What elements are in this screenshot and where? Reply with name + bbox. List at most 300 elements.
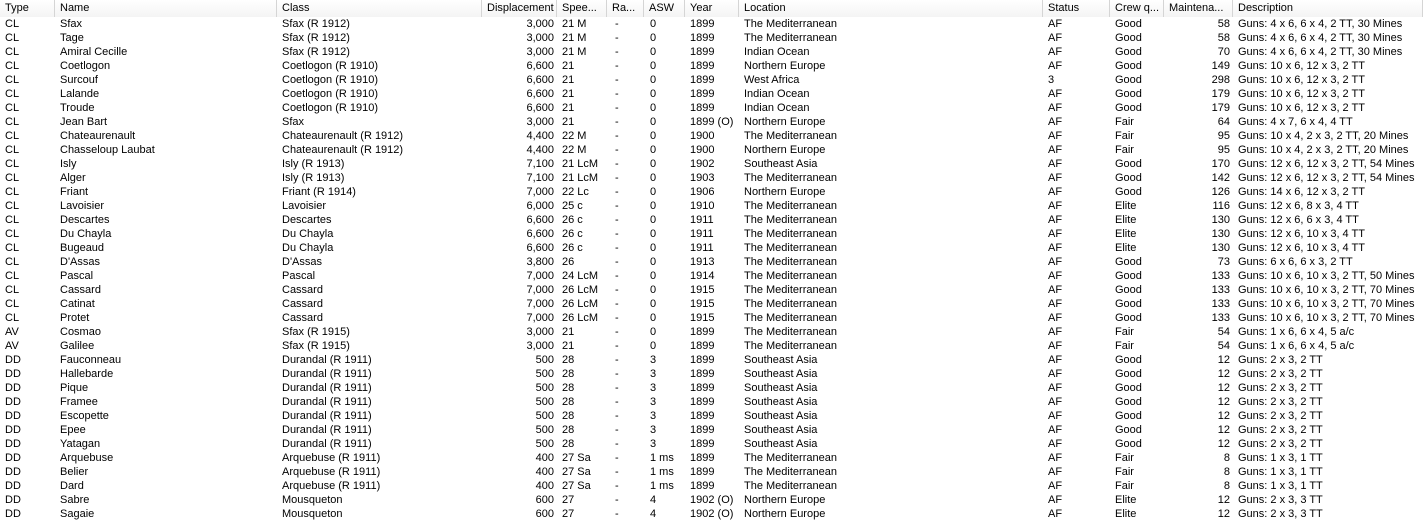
table-row[interactable]: [0, 297, 1423, 311]
column-header-speed[interactable]: Spee...: [557, 0, 607, 17]
cell-status: 3: [1048, 74, 1055, 86]
column-header-crew-quality[interactable]: Crew q...: [1110, 0, 1164, 17]
cell-name: Hallebarde: [60, 368, 114, 380]
cell-status: AF: [1048, 340, 1063, 352]
cell-type: AV: [5, 326, 19, 338]
cell-asw: 0: [650, 172, 657, 184]
cell-displacement: 6,600: [526, 228, 554, 240]
cell-year: 1899: [690, 88, 715, 100]
column-header-range[interactable]: Ra...: [607, 0, 644, 17]
cell-year: 1899: [690, 368, 715, 380]
table-row[interactable]: [0, 227, 1423, 241]
table-row[interactable]: [0, 367, 1423, 381]
table-row[interactable]: [0, 45, 1423, 59]
cell-maintenance: 116: [1212, 200, 1230, 212]
cell-class: Durandal (R 1911): [282, 438, 372, 450]
cell-asw: 0: [650, 60, 657, 72]
cell-name: Friant: [60, 186, 89, 198]
cell-range: -: [615, 452, 619, 464]
cell-type: CL: [5, 312, 20, 324]
cell-type: CL: [5, 144, 20, 156]
cell-asw: 0: [650, 88, 657, 100]
cell-maintenance: 12: [1217, 508, 1230, 520]
cell-maintenance: 130: [1211, 228, 1230, 240]
table-row[interactable]: [0, 171, 1423, 185]
cell-year: 1899: [690, 326, 715, 338]
table-row[interactable]: [0, 381, 1423, 395]
cell-name: Epee: [60, 424, 86, 436]
cell-asw: 0: [650, 326, 657, 338]
cell-asw: 0: [650, 116, 657, 128]
cell-description: Guns: 2 x 3, 2 TT: [1238, 410, 1323, 422]
cell-maintenance: 12: [1217, 368, 1230, 380]
cell-speed: 27 Sa: [562, 466, 591, 478]
cell-location: The Mediterranean: [744, 18, 837, 30]
cell-type: DD: [5, 480, 21, 492]
cell-location: Southeast Asia: [744, 354, 818, 366]
table-row[interactable]: [0, 101, 1423, 115]
table-row[interactable]: [0, 451, 1423, 465]
cell-description: Guns: 2 x 3, 2 TT: [1238, 424, 1323, 436]
cell-year: 1899: [690, 424, 715, 436]
cell-maintenance: 142: [1211, 172, 1230, 184]
cell-description: Guns: 4 x 6, 6 x 4, 2 TT, 30 Mines: [1238, 18, 1403, 30]
cell-displacement: 500: [535, 410, 554, 422]
cell-name: Isly: [60, 158, 77, 170]
cell-asw: 1 ms: [650, 466, 674, 478]
cell-status: AF: [1048, 480, 1063, 492]
cell-status: AF: [1048, 18, 1063, 30]
cell-range: -: [615, 438, 619, 450]
table-row[interactable]: [0, 213, 1423, 227]
cell-asw: 0: [650, 144, 657, 156]
cell-description: Guns: 1 x 3, 1 TT: [1238, 466, 1323, 478]
table-row[interactable]: [0, 185, 1423, 199]
cell-asw: 3: [650, 396, 657, 408]
cell-class: Cassard: [282, 284, 323, 296]
table-row[interactable]: [0, 493, 1423, 507]
cell-displacement: 3,000: [526, 116, 554, 128]
table-row[interactable]: [0, 339, 1423, 353]
cell-name: Lavoisier: [60, 200, 105, 212]
cell-displacement: 500: [535, 368, 554, 380]
cell-status: AF: [1048, 396, 1063, 408]
cell-class: Coetlogon (R 1910): [282, 60, 379, 72]
cell-year: 1899: [690, 382, 715, 394]
cell-location: Northern Europe: [744, 60, 826, 72]
cell-description: Guns: 2 x 3, 3 TT: [1238, 494, 1323, 506]
cell-name: Pique: [60, 382, 89, 394]
cell-location: Northern Europe: [744, 186, 826, 198]
cell-status: AF: [1048, 438, 1063, 450]
table-row[interactable]: [0, 283, 1423, 297]
cell-name: Jean Bart: [60, 116, 108, 128]
cell-maintenance: 12: [1217, 410, 1230, 422]
cell-location: The Mediterranean: [744, 256, 837, 268]
cell-type: CL: [5, 270, 20, 282]
table-row[interactable]: [0, 479, 1423, 493]
column-header-status[interactable]: Status: [1043, 0, 1110, 17]
cell-displacement: 6,600: [526, 242, 554, 254]
cell-asw: 3: [650, 382, 657, 394]
cell-name: Sagaie: [60, 508, 95, 520]
table-row[interactable]: [0, 465, 1423, 479]
table-row[interactable]: [0, 199, 1423, 213]
cell-status: AF: [1048, 102, 1063, 114]
cell-asw: 3: [650, 438, 657, 450]
cell-speed: 22 Lc: [562, 186, 589, 198]
table-row[interactable]: [0, 269, 1423, 283]
cell-location: Indian Ocean: [744, 46, 810, 58]
cell-description: Guns: 2 x 3, 2 TT: [1238, 382, 1323, 394]
cell-displacement: 7,000: [526, 298, 554, 310]
cell-range: -: [615, 326, 619, 338]
cell-location: Indian Ocean: [744, 102, 810, 114]
cell-name: Arquebuse: [60, 452, 114, 464]
cell-asw: 0: [650, 256, 657, 268]
cell-description: Guns: 12 x 6, 6 x 3, 4 TT: [1238, 214, 1359, 226]
table-row[interactable]: [0, 59, 1423, 73]
cell-displacement: 400: [535, 480, 554, 492]
cell-type: CL: [5, 284, 20, 296]
cell-name: Galilee: [60, 340, 95, 352]
table-row[interactable]: [0, 437, 1423, 451]
cell-type: DD: [5, 368, 21, 380]
cell-location: Northern Europe: [744, 494, 826, 506]
table-row[interactable]: [0, 241, 1423, 255]
cell-speed: 26 c: [562, 228, 583, 240]
cell-displacement: 7,000: [526, 312, 554, 324]
cell-class: Sfax (R 1915): [282, 326, 350, 338]
cell-location: The Mediterranean: [744, 214, 837, 226]
table-row[interactable]: [0, 17, 1423, 31]
cell-description: Guns: 10 x 6, 10 x 3, 2 TT, 70 Mines: [1238, 284, 1415, 296]
cell-range: -: [615, 410, 619, 422]
cell-asw: 0: [650, 200, 657, 212]
table-row[interactable]: [0, 31, 1423, 45]
cell-name: Sfax: [60, 18, 83, 30]
cell-description: Guns: 10 x 6, 10 x 3, 2 TT, 70 Mines: [1238, 298, 1415, 310]
cell-class: Durandal (R 1911): [282, 382, 372, 394]
cell-year: 1899 (O): [690, 116, 734, 128]
cell-year: 1915: [690, 284, 715, 296]
cell-type: DD: [5, 438, 21, 450]
cell-year: 1899: [690, 438, 715, 450]
cell-class: Chateaurenault (R 1912): [282, 130, 404, 142]
cell-range: -: [615, 172, 619, 184]
cell-location: Southeast Asia: [744, 438, 818, 450]
cell-description: Guns: 12 x 6, 12 x 3, 2 TT, 54 Mines: [1238, 172, 1415, 184]
cell-speed: 21: [562, 88, 575, 100]
cell-crew-quality: Good: [1115, 284, 1142, 296]
cell-location: The Mediterranean: [744, 172, 837, 184]
column-header-year[interactable]: Year: [685, 0, 739, 17]
cell-crew-quality: Good: [1115, 46, 1142, 58]
cell-crew-quality: Fair: [1115, 116, 1134, 128]
cell-type: CL: [5, 130, 20, 142]
cell-description: Guns: 12 x 6, 10 x 3, 4 TT: [1238, 228, 1365, 240]
cell-range: -: [615, 130, 619, 142]
cell-crew-quality: Elite: [1115, 242, 1137, 254]
cell-type: DD: [5, 508, 21, 520]
cell-description: Guns: 2 x 3, 3 TT: [1238, 508, 1323, 520]
column-header-type[interactable]: Type: [0, 0, 55, 17]
cell-type: CL: [5, 116, 20, 128]
cell-name: Fauconneau: [60, 354, 122, 366]
table-row[interactable]: [0, 507, 1423, 521]
cell-maintenance: 179: [1211, 102, 1230, 114]
cell-maintenance: 12: [1217, 494, 1230, 506]
cell-crew-quality: Elite: [1115, 228, 1137, 240]
cell-asw: 3: [650, 410, 657, 422]
column-header-row: [0, 0, 1423, 17]
cell-speed: 21: [562, 340, 575, 352]
cell-displacement: 6,000: [526, 200, 554, 212]
cell-range: -: [615, 298, 619, 310]
cell-status: AF: [1048, 144, 1063, 156]
cell-type: CL: [5, 200, 20, 212]
column-header-name[interactable]: Name: [55, 0, 277, 17]
cell-class: Sfax (R 1912): [282, 32, 350, 44]
cell-status: AF: [1048, 130, 1063, 142]
cell-description: Guns: 2 x 3, 2 TT: [1238, 438, 1323, 450]
cell-speed: 27: [562, 508, 575, 520]
cell-asw: 0: [650, 284, 657, 296]
cell-description: Guns: 12 x 6, 12 x 3, 2 TT, 54 Mines: [1238, 158, 1415, 170]
cell-year: 1911: [690, 242, 714, 254]
table-row[interactable]: [0, 353, 1423, 367]
cell-year: 1900: [690, 130, 715, 142]
cell-asw: 1 ms: [650, 480, 674, 492]
cell-year: 1900: [690, 144, 715, 156]
cell-asw: 0: [650, 214, 657, 226]
cell-maintenance: 54: [1217, 340, 1230, 352]
table-row[interactable]: [0, 311, 1423, 325]
cell-range: -: [615, 102, 619, 114]
cell-location: Indian Ocean: [744, 88, 810, 100]
cell-maintenance: 12: [1217, 424, 1230, 436]
table-row[interactable]: [0, 409, 1423, 423]
cell-crew-quality: Fair: [1115, 144, 1134, 156]
cell-range: -: [615, 46, 619, 58]
cell-crew-quality: Fair: [1115, 466, 1134, 478]
cell-year: 1899: [690, 452, 715, 464]
cell-displacement: 3,000: [526, 326, 554, 338]
cell-description: Guns: 10 x 6, 12 x 3, 2 TT: [1238, 60, 1365, 72]
cell-class: Cassard: [282, 312, 323, 324]
cell-location: West Africa: [744, 74, 800, 86]
table-row[interactable]: [0, 143, 1423, 157]
cell-description: Guns: 10 x 6, 10 x 3, 2 TT, 70 Mines: [1238, 312, 1415, 324]
cell-displacement: 400: [535, 452, 554, 464]
cell-speed: 21: [562, 60, 575, 72]
cell-displacement: 7,100: [526, 158, 554, 170]
cell-speed: 26 c: [562, 242, 583, 254]
cell-location: The Mediterranean: [744, 312, 837, 324]
cell-class: Du Chayla: [282, 228, 334, 240]
cell-class: Durandal (R 1911): [282, 354, 372, 366]
cell-speed: 28: [562, 354, 575, 366]
cell-maintenance: 58: [1217, 32, 1230, 44]
cell-range: -: [615, 242, 619, 254]
cell-type: CL: [5, 214, 20, 226]
table-row[interactable]: [0, 87, 1423, 101]
column-header-description[interactable]: Description: [1233, 0, 1423, 17]
cell-status: AF: [1048, 354, 1063, 366]
cell-name: Belier: [60, 466, 89, 478]
cell-range: -: [615, 382, 619, 394]
cell-location: The Mediterranean: [744, 452, 837, 464]
cell-year: 1902: [690, 158, 715, 170]
cell-displacement: 6,600: [526, 88, 554, 100]
cell-displacement: 3,000: [526, 32, 554, 44]
cell-location: The Mediterranean: [744, 284, 837, 296]
cell-crew-quality: Good: [1115, 18, 1142, 30]
cell-range: -: [615, 368, 619, 380]
table-row[interactable]: [0, 423, 1423, 437]
cell-class: Arquebuse (R 1911): [282, 480, 381, 492]
cell-status: AF: [1048, 508, 1063, 520]
cell-type: CL: [5, 60, 20, 72]
table-row[interactable]: [0, 395, 1423, 409]
column-header-maintenance[interactable]: Maintena...: [1164, 0, 1233, 17]
column-header-class[interactable]: Class: [277, 0, 482, 17]
cell-class: D'Assas: [282, 256, 322, 268]
cell-class: Durandal (R 1911): [282, 368, 372, 380]
cell-type: CL: [5, 74, 20, 86]
cell-status: AF: [1048, 242, 1063, 254]
cell-year: 1899: [690, 60, 715, 72]
cell-status: AF: [1048, 466, 1063, 478]
cell-class: Coetlogon (R 1910): [282, 102, 379, 114]
cell-range: -: [615, 228, 619, 240]
cell-name: Bugeaud: [60, 242, 105, 254]
cell-crew-quality: Elite: [1115, 508, 1137, 520]
cell-displacement: 7,000: [526, 186, 554, 198]
cell-speed: 26 LcM: [562, 284, 599, 296]
cell-name: Lalande: [60, 88, 100, 100]
cell-speed: 21 M: [562, 46, 587, 58]
cell-asw: 0: [650, 32, 657, 44]
cell-range: -: [615, 88, 619, 100]
cell-location: Southeast Asia: [744, 396, 818, 408]
cell-status: AF: [1048, 382, 1063, 394]
cell-status: AF: [1048, 368, 1063, 380]
column-header-asw[interactable]: ASW: [644, 0, 685, 17]
table-row[interactable]: [0, 325, 1423, 339]
cell-asw: 3: [650, 354, 657, 366]
cell-speed: 21: [562, 102, 575, 114]
cell-description: Guns: 1 x 6, 6 x 4, 5 a/c: [1238, 340, 1355, 352]
cell-crew-quality: Good: [1115, 410, 1142, 422]
cell-range: -: [615, 424, 619, 436]
cell-range: -: [615, 256, 619, 268]
cell-maintenance: 130: [1211, 242, 1230, 254]
cell-class: Arquebuse (R 1911): [282, 466, 381, 478]
column-header-location[interactable]: Location: [739, 0, 1043, 17]
cell-location: Southeast Asia: [744, 410, 818, 422]
cell-crew-quality: Good: [1115, 270, 1142, 282]
cell-location: Southeast Asia: [744, 158, 818, 170]
cell-year: 1899: [690, 480, 715, 492]
cell-type: DD: [5, 452, 21, 464]
cell-maintenance: 133: [1211, 270, 1230, 282]
cell-year: 1911: [690, 228, 714, 240]
cell-status: AF: [1048, 256, 1063, 268]
cell-speed: 21 M: [562, 18, 587, 30]
cell-speed: 24 LcM: [562, 270, 599, 282]
cell-name: Escopette: [60, 410, 109, 422]
cell-crew-quality: Good: [1115, 158, 1142, 170]
cell-asw: 4: [650, 494, 657, 506]
table-row[interactable]: [0, 157, 1423, 171]
cell-class: Coetlogon (R 1910): [282, 74, 379, 86]
cell-range: -: [615, 284, 619, 296]
cell-speed: 26 LcM: [562, 312, 599, 324]
cell-crew-quality: Elite: [1115, 214, 1137, 226]
cell-class: Durandal (R 1911): [282, 396, 372, 408]
cell-class: Durandal (R 1911): [282, 424, 372, 436]
cell-range: -: [615, 32, 619, 44]
cell-status: AF: [1048, 228, 1063, 240]
cell-speed: 27 Sa: [562, 480, 591, 492]
cell-maintenance: 149: [1211, 60, 1230, 72]
cell-name: Yatagan: [60, 438, 101, 450]
cell-speed: 28: [562, 410, 575, 422]
cell-year: 1899: [690, 46, 715, 58]
table-row[interactable]: [0, 255, 1423, 269]
cell-year: 1899: [690, 396, 715, 408]
cell-type: DD: [5, 424, 21, 436]
cell-crew-quality: Good: [1115, 368, 1142, 380]
cell-location: Northern Europe: [744, 144, 826, 156]
cell-displacement: 600: [535, 508, 554, 520]
cell-maintenance: 298: [1211, 74, 1230, 86]
cell-crew-quality: Good: [1115, 424, 1142, 436]
cell-location: Southeast Asia: [744, 382, 818, 394]
cell-class: Sfax (R 1912): [282, 18, 350, 30]
cell-asw: 0: [650, 242, 657, 254]
cell-maintenance: 170: [1211, 158, 1230, 170]
cell-displacement: 4,400: [526, 144, 554, 156]
cell-name: Cosmao: [60, 326, 101, 338]
cell-type: DD: [5, 466, 21, 478]
table-row[interactable]: [0, 129, 1423, 143]
cell-class: Sfax: [282, 116, 305, 128]
cell-type: CL: [5, 32, 20, 44]
cell-status: AF: [1048, 424, 1063, 436]
cell-crew-quality: Good: [1115, 312, 1142, 324]
column-header-displacement[interactable]: Displacement: [482, 0, 557, 17]
cell-displacement: 7,100: [526, 172, 554, 184]
table-row[interactable]: [0, 73, 1423, 87]
cell-name: Dard: [60, 480, 84, 492]
cell-displacement: 400: [535, 466, 554, 478]
cell-name: Amiral Cecille: [60, 46, 128, 58]
cell-speed: 21 LcM: [562, 158, 599, 170]
cell-range: -: [615, 340, 619, 352]
table-row[interactable]: [0, 115, 1423, 129]
cell-crew-quality: Fair: [1115, 452, 1134, 464]
cell-class: Lavoisier: [282, 200, 327, 212]
cell-asw: 1 ms: [650, 452, 674, 464]
cell-speed: 21 LcM: [562, 172, 599, 184]
cell-displacement: 6,600: [526, 214, 554, 226]
cell-crew-quality: Good: [1115, 102, 1142, 114]
cell-range: -: [615, 480, 619, 492]
cell-displacement: 3,000: [526, 18, 554, 30]
cell-speed: 21: [562, 116, 575, 128]
